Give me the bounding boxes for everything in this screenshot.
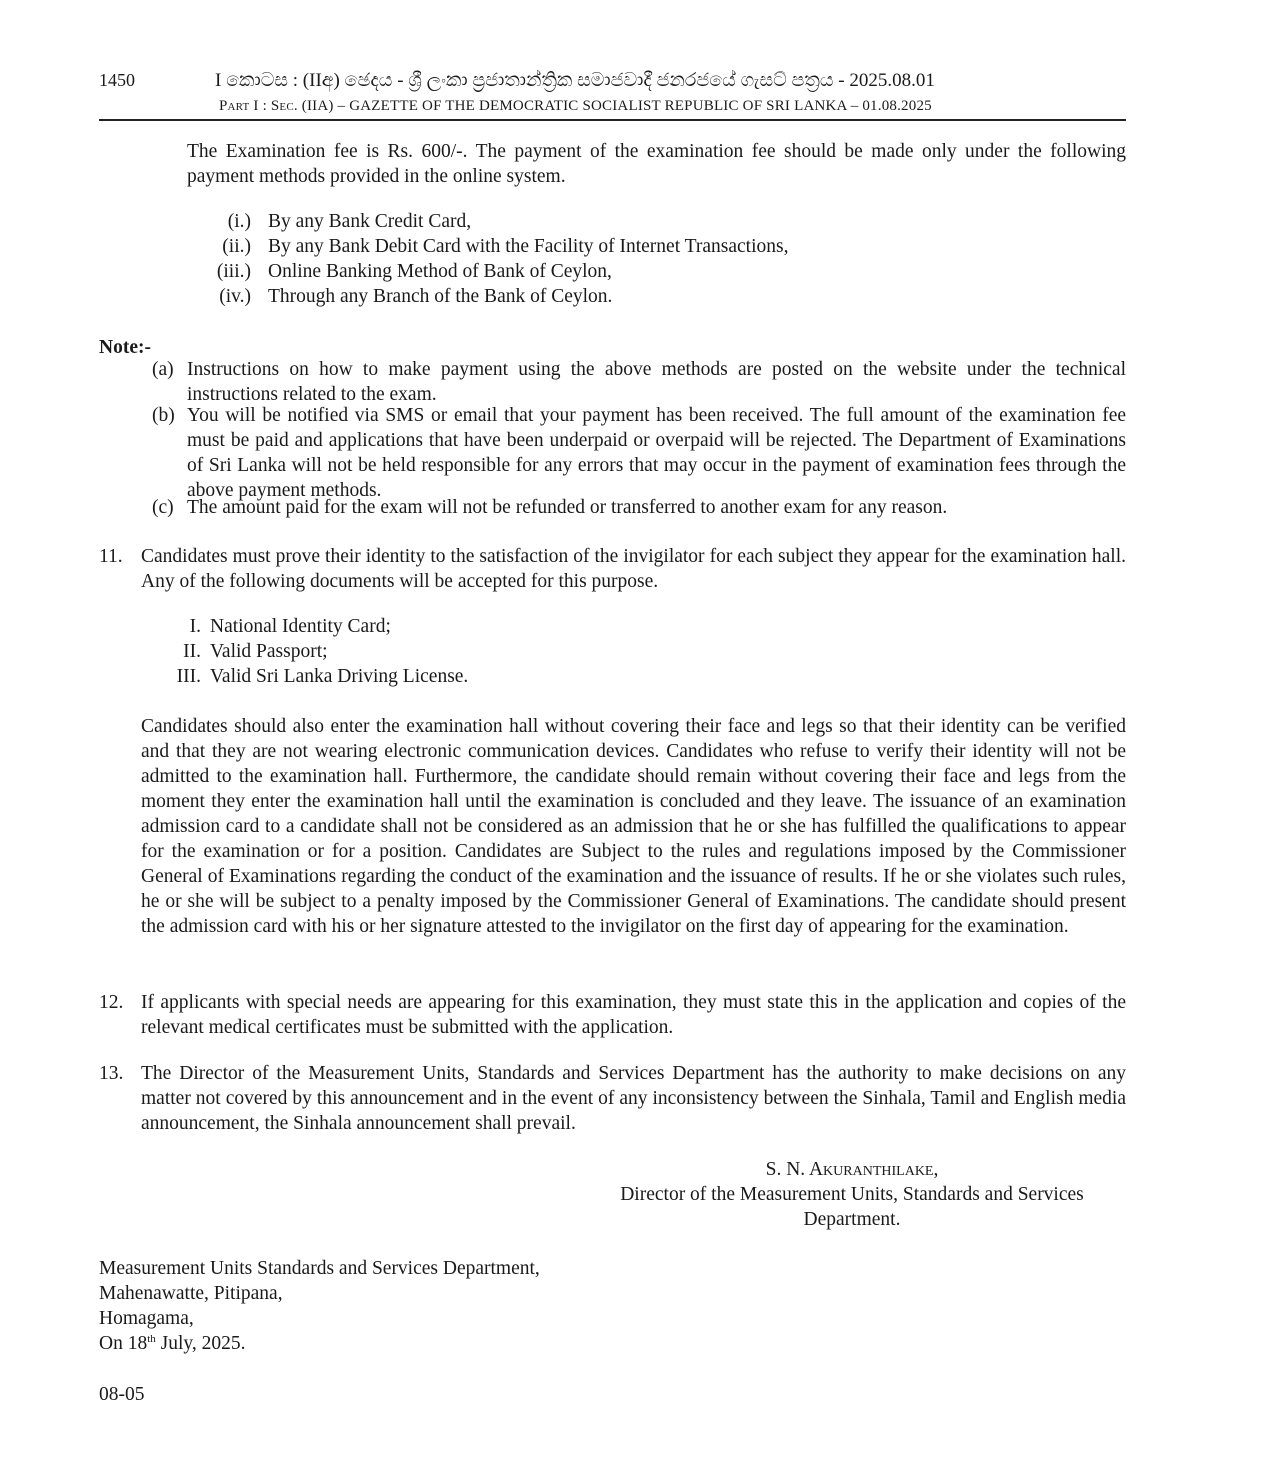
header-rule xyxy=(99,119,1126,121)
signature-block xyxy=(592,1157,1112,1232)
list-item xyxy=(187,259,887,284)
list-item-text: National Identity Card; xyxy=(210,616,391,637)
list-item-text: By any Bank Debit Card with the Facility of Internet Transactions, xyxy=(268,236,789,257)
note-heading: Note:- xyxy=(99,337,151,358)
date-prefix: On 18 xyxy=(99,1333,148,1354)
address-line: Mahenawatte, Pitipana, xyxy=(99,1283,283,1304)
list-item xyxy=(187,234,887,259)
list-item-number: (i.) xyxy=(227,211,251,232)
gazette-header-sinhala: I කොටස : (IIඅ) ඡෙදය - ශ්‍රී ලංකා ප්‍රජාතාන්ත්‍රික සමාජවාදී ජනරජයේ ගැසට් පත්‍රය - 2025.08.01 xyxy=(215,70,935,91)
address-line: Homagama, xyxy=(99,1308,194,1329)
list-item-number: (iv.) xyxy=(219,286,251,307)
list-item xyxy=(141,614,641,639)
list-item-text: Valid Sri Lanka Driving License. xyxy=(210,666,469,687)
list-item-text: Valid Passport; xyxy=(210,641,328,662)
fee-intro: The Examination fee is Rs. 600/-. The payment of the examination fee should be made only under the following payment methods provided in the online system. xyxy=(187,141,1126,187)
section-11-paragraph: Candidates should also enter the examination hall without covering their face and legs so that their identity can be verified and that they are not wearing electronic communication devices. Candidates who refuse to verify their identity will not be admitted to the examination hall. Furthermore, the candidate should remain without covering their face and legs from the moment they enter the examination hall until the examination is concluded and they leave. The issuance of an examination admission card to a candidate shall not be considered as an admission that he or she has fulfilled the qualifications to appear for the examination or for a position. Candidates are Subject to the rules and regulations imposed by the Commissioner General of Examinations regarding the conduct of the examination and the issuance of results. If he or she violates such rules, he or she will be subject to a penalty imposed by the Commissioner General of Examinations. The candidate should present the admission card with his or her signature attested to the invigilator on the first day of appearing for the examination. xyxy=(141,716,1126,937)
list-item xyxy=(187,209,887,234)
gazette-header-english xyxy=(219,94,932,119)
signatory-title-line1: Director of the Measurement Units, Standards and Services xyxy=(620,1184,1084,1205)
signatory-title-line2: Department. xyxy=(803,1209,901,1230)
list-item-number: (iii.) xyxy=(216,261,251,282)
list-item-number: II. xyxy=(183,641,201,662)
header-title: (IIA) – GAZETTE OF THE DEMOCRATIC SOCIALIST REPUBLIC OF SRI LANKA – 01.08.2025 xyxy=(297,98,932,114)
payment-methods-list xyxy=(187,209,887,309)
date-suffix: July, 2025. xyxy=(155,1333,246,1354)
list-item xyxy=(187,284,887,309)
address-date xyxy=(99,1331,540,1356)
list-item-number: III. xyxy=(176,666,201,687)
list-item-text: By any Bank Credit Card, xyxy=(268,211,472,232)
note-text: The amount paid for the exam will not be refunded or transferred to another exam for any reason. xyxy=(187,497,948,518)
note-label: (b) xyxy=(152,405,175,426)
list-item xyxy=(141,639,641,664)
note-item-c xyxy=(152,495,1126,520)
note-label: (a) xyxy=(152,359,174,380)
page-number: 1450 xyxy=(99,70,135,90)
section-12-text: If applicants with special needs are appearing for this examination, they must state this in the application and copies of the relevant medical certificates must be submitted with the application. xyxy=(141,992,1126,1038)
note-item-a xyxy=(152,357,1126,407)
section-13-text: The Director of the Measurement Units, Standards and Services Department has the authority to make decisions on any matter not covered by this announcement and in the event of any inconsistency between the Sinhala, Tamil and English media announcement, the Sinhala announcement shall prevail. xyxy=(141,1063,1126,1134)
date-ordinal: th xyxy=(147,1333,156,1345)
note-text: Instructions on how to make payment using the above methods are posted on the website under the technical instructions related to the exam. xyxy=(187,359,1126,405)
section-13-number: 13. xyxy=(99,1063,124,1084)
identity-documents-list xyxy=(141,614,641,689)
list-item-text: Online Banking Method of Bank of Ceylon, xyxy=(268,261,612,282)
list-item-number: I. xyxy=(189,616,201,637)
section-11-text: Candidates must prove their identity to the satisfaction of the invigilator for each subject they appear for the examination hall. Any of the following documents will be accepted for this purpose. xyxy=(141,546,1126,592)
header-part-label: Part I : Sec. xyxy=(219,98,298,114)
note-text: You will be notified via SMS or email that your payment has been received. The full amount of the examination fee must be paid and applications that have been underpaid or overpaid will be rejected. The Department of Examinations of Sri Lanka will not be held responsible for any errors that may occur in the payment of examination fees through the above payment methods. xyxy=(187,405,1126,501)
signatory-name: S. N. Akuranthilake, xyxy=(765,1159,939,1180)
address-block xyxy=(99,1256,540,1356)
reference-number: 08-05 xyxy=(99,1384,145,1405)
section-11-number: 11. xyxy=(99,546,123,567)
list-item-number: (ii.) xyxy=(222,236,251,257)
section-12-number: 12. xyxy=(99,992,124,1013)
list-item xyxy=(141,664,641,689)
note-label: (c) xyxy=(152,497,174,518)
list-item-text: Through any Branch of the Bank of Ceylon. xyxy=(268,286,613,307)
address-line: Measurement Units Standards and Services Department, xyxy=(99,1258,540,1279)
note-item-b xyxy=(152,403,1126,503)
